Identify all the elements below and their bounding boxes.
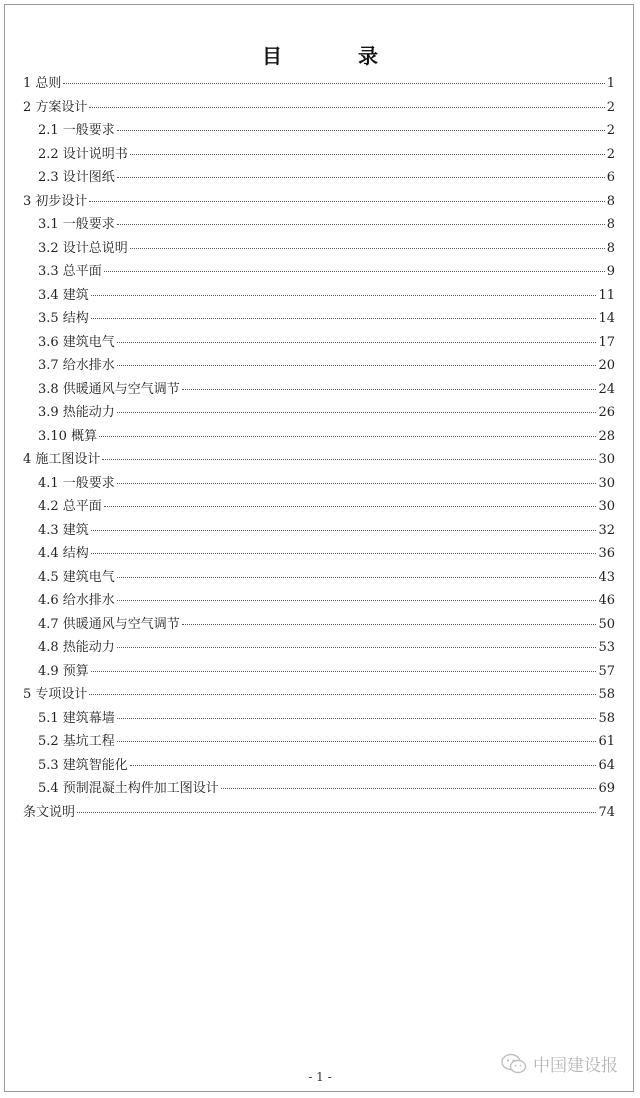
toc-dot-leader bbox=[117, 412, 597, 413]
toc-entry[interactable] bbox=[23, 284, 615, 308]
toc-entry-label: 5.1 建筑幕墙 bbox=[38, 710, 115, 726]
toc-entry[interactable] bbox=[23, 143, 615, 167]
toc-entry-page: 17 bbox=[598, 334, 615, 350]
toc-dot-leader bbox=[102, 459, 596, 460]
toc-entry-page: 11 bbox=[598, 287, 615, 303]
toc-entry-label: 3.2 设计总说明 bbox=[38, 240, 128, 256]
toc-entry[interactable] bbox=[23, 119, 615, 143]
toc-entry-label: 5 专项设计 bbox=[23, 687, 88, 702]
toc-entry-page: 53 bbox=[598, 640, 615, 655]
toc-dot-leader bbox=[89, 201, 604, 202]
toc-dot-leader bbox=[130, 154, 605, 155]
toc-entry[interactable] bbox=[23, 777, 615, 801]
toc-entry-label: 3.9 热能动力 bbox=[38, 405, 115, 420]
toc-entry[interactable] bbox=[23, 660, 615, 684]
toc-dot-leader bbox=[117, 647, 597, 648]
toc-dot-leader bbox=[130, 765, 597, 766]
toc-entry-label: 3.10 概算 bbox=[38, 428, 98, 444]
toc-entry[interactable] bbox=[23, 730, 615, 754]
toc-entry[interactable] bbox=[23, 213, 615, 237]
toc-entry-label: 4.5 建筑电气 bbox=[38, 569, 115, 585]
toc-entry[interactable] bbox=[23, 589, 615, 613]
toc-dot-leader bbox=[99, 436, 596, 437]
toc-entry-page: 58 bbox=[598, 687, 615, 702]
toc-entry-page: 8 bbox=[606, 193, 615, 209]
toc-dot-leader bbox=[91, 318, 597, 319]
toc-entry[interactable] bbox=[23, 401, 615, 425]
toc-entry-label: 2.1 一般要求 bbox=[38, 123, 115, 138]
toc-entry-label: 4.1 一般要求 bbox=[38, 475, 115, 491]
toc-entry-page: 36 bbox=[598, 546, 615, 561]
toc-entry[interactable] bbox=[23, 96, 615, 120]
toc-entry[interactable] bbox=[23, 237, 615, 261]
toc-entry[interactable] bbox=[23, 613, 615, 637]
toc-entry[interactable] bbox=[23, 72, 615, 96]
toc-entry-page: 61 bbox=[598, 734, 615, 749]
toc-entry-label: 5.4 预制混凝土构件加工图设计 bbox=[38, 781, 219, 796]
watermark bbox=[501, 1051, 618, 1076]
toc-entry-page: 1 bbox=[606, 76, 615, 91]
toc-entry-page: 50 bbox=[598, 616, 615, 632]
page-title: 目 录 bbox=[262, 44, 406, 68]
toc-entry-label: 4.3 建筑 bbox=[38, 522, 89, 538]
toc-entry-page: 24 bbox=[598, 381, 615, 397]
toc-entry-label: 4.9 预算 bbox=[38, 663, 89, 679]
toc-dot-leader bbox=[117, 130, 605, 131]
toc-dot-leader bbox=[130, 248, 605, 249]
toc-entry-page: 8 bbox=[606, 240, 615, 256]
toc-entry-page: 26 bbox=[598, 405, 615, 420]
toc-entry[interactable] bbox=[23, 260, 615, 284]
toc-entry[interactable] bbox=[23, 448, 615, 472]
toc-entry-label: 3 初步设计 bbox=[23, 193, 88, 209]
toc-dot-leader bbox=[117, 741, 597, 742]
toc-entry-label: 2 方案设计 bbox=[23, 99, 88, 115]
toc-entry-page: 9 bbox=[606, 264, 615, 279]
toc-entry-label: 4.7 供暖通风与空气调节 bbox=[38, 616, 180, 632]
toc-entry-page: 20 bbox=[598, 358, 615, 373]
toc-entry-page: 64 bbox=[598, 757, 615, 773]
toc-dot-leader bbox=[63, 83, 604, 84]
toc-dot-leader bbox=[91, 671, 597, 672]
toc-entry-page: 6 bbox=[606, 170, 615, 185]
toc-dot-leader bbox=[221, 788, 597, 789]
toc-entry[interactable] bbox=[23, 754, 615, 778]
toc-entry-label: 4.2 总平面 bbox=[38, 499, 102, 514]
toc-entry[interactable] bbox=[23, 378, 615, 402]
toc-dot-leader bbox=[182, 624, 597, 625]
toc-dot-leader bbox=[117, 177, 605, 178]
toc-entry[interactable] bbox=[23, 683, 615, 707]
toc-entry-page: 43 bbox=[598, 569, 615, 585]
toc-entry[interactable] bbox=[23, 566, 615, 590]
toc-entry-label: 5.3 建筑智能化 bbox=[38, 757, 128, 773]
toc-entry[interactable] bbox=[23, 495, 615, 519]
toc-dot-leader bbox=[117, 365, 597, 366]
toc-entry-page: 46 bbox=[598, 593, 615, 608]
toc-entry-label: 3.6 建筑电气 bbox=[38, 334, 115, 350]
toc-entry-page: 2 bbox=[606, 146, 615, 162]
toc-entry-label: 4 施工图设计 bbox=[23, 452, 101, 467]
toc-entry-page: 69 bbox=[598, 781, 615, 796]
toc-entry-label: 3.8 供暖通风与空气调节 bbox=[38, 381, 180, 397]
toc-entry-label: 4.6 给水排水 bbox=[38, 593, 115, 608]
toc-entry-label: 3.4 建筑 bbox=[38, 287, 89, 303]
toc-dot-leader bbox=[91, 295, 597, 296]
toc-entry-page: 30 bbox=[598, 499, 615, 514]
toc-dot-leader bbox=[91, 553, 597, 554]
toc-entry[interactable] bbox=[23, 166, 615, 190]
toc-entry-page: 30 bbox=[598, 452, 615, 467]
toc-entry-label: 3.1 一般要求 bbox=[38, 217, 115, 232]
toc-entry-label: 4.4 结构 bbox=[38, 546, 89, 561]
toc-entry[interactable] bbox=[23, 707, 615, 731]
toc-dot-leader bbox=[117, 342, 597, 343]
wechat-icon bbox=[501, 1053, 527, 1075]
toc-entry-label: 条文说明 bbox=[23, 804, 76, 820]
toc-entry[interactable] bbox=[23, 519, 615, 543]
toc-entry-page: 2 bbox=[606, 123, 615, 138]
toc-entry[interactable] bbox=[23, 331, 615, 355]
toc-entry-page: 8 bbox=[606, 217, 615, 232]
toc-entry-page: 57 bbox=[598, 663, 615, 679]
toc-entry[interactable] bbox=[23, 425, 615, 449]
toc-dot-leader bbox=[117, 483, 597, 484]
toc-entry[interactable] bbox=[23, 307, 615, 331]
toc-entry-page: 30 bbox=[598, 475, 615, 491]
toc-entry-label: 2.3 设计图纸 bbox=[38, 170, 115, 185]
toc-entry-page: 28 bbox=[598, 428, 615, 444]
toc-entry-label: 2.2 设计说明书 bbox=[38, 146, 128, 162]
toc-dot-leader bbox=[117, 600, 597, 601]
toc-dot-leader bbox=[117, 577, 597, 578]
toc-entry-page: 74 bbox=[598, 804, 615, 820]
toc-entry[interactable] bbox=[23, 801, 615, 825]
toc-entry-page: 2 bbox=[606, 99, 615, 115]
toc-entry-page: 58 bbox=[598, 710, 615, 726]
toc-entry-label: 3.3 总平面 bbox=[38, 264, 102, 279]
toc-dot-leader bbox=[89, 694, 596, 695]
toc-entry[interactable] bbox=[23, 354, 615, 378]
toc-dot-leader bbox=[91, 530, 597, 531]
toc-dot-leader bbox=[104, 506, 597, 507]
toc-dot-leader bbox=[117, 718, 597, 719]
toc-entry-label: 4.8 热能动力 bbox=[38, 640, 115, 655]
toc-entry-page: 14 bbox=[598, 311, 615, 326]
toc-entry-label: 1 总则 bbox=[23, 76, 62, 91]
toc-entry[interactable] bbox=[23, 636, 615, 660]
toc-dot-leader bbox=[77, 812, 596, 813]
toc-entry[interactable] bbox=[23, 472, 615, 496]
page-number: - 1 - bbox=[308, 1070, 332, 1084]
toc-entry[interactable] bbox=[23, 542, 615, 566]
toc-dot-leader bbox=[117, 224, 605, 225]
table-of-contents bbox=[23, 72, 615, 824]
toc-entry-label: 5.2 基坑工程 bbox=[38, 734, 115, 749]
toc-dot-leader bbox=[89, 107, 604, 108]
toc-entry-label: 3.7 给水排水 bbox=[38, 358, 115, 373]
toc-entry-page: 32 bbox=[598, 522, 615, 538]
watermark-text: 中国建设报 bbox=[533, 1056, 618, 1076]
toc-dot-leader bbox=[182, 389, 597, 390]
toc-dot-leader bbox=[104, 271, 605, 272]
toc-entry-label: 3.5 结构 bbox=[38, 311, 89, 326]
toc-entry[interactable] bbox=[23, 190, 615, 214]
